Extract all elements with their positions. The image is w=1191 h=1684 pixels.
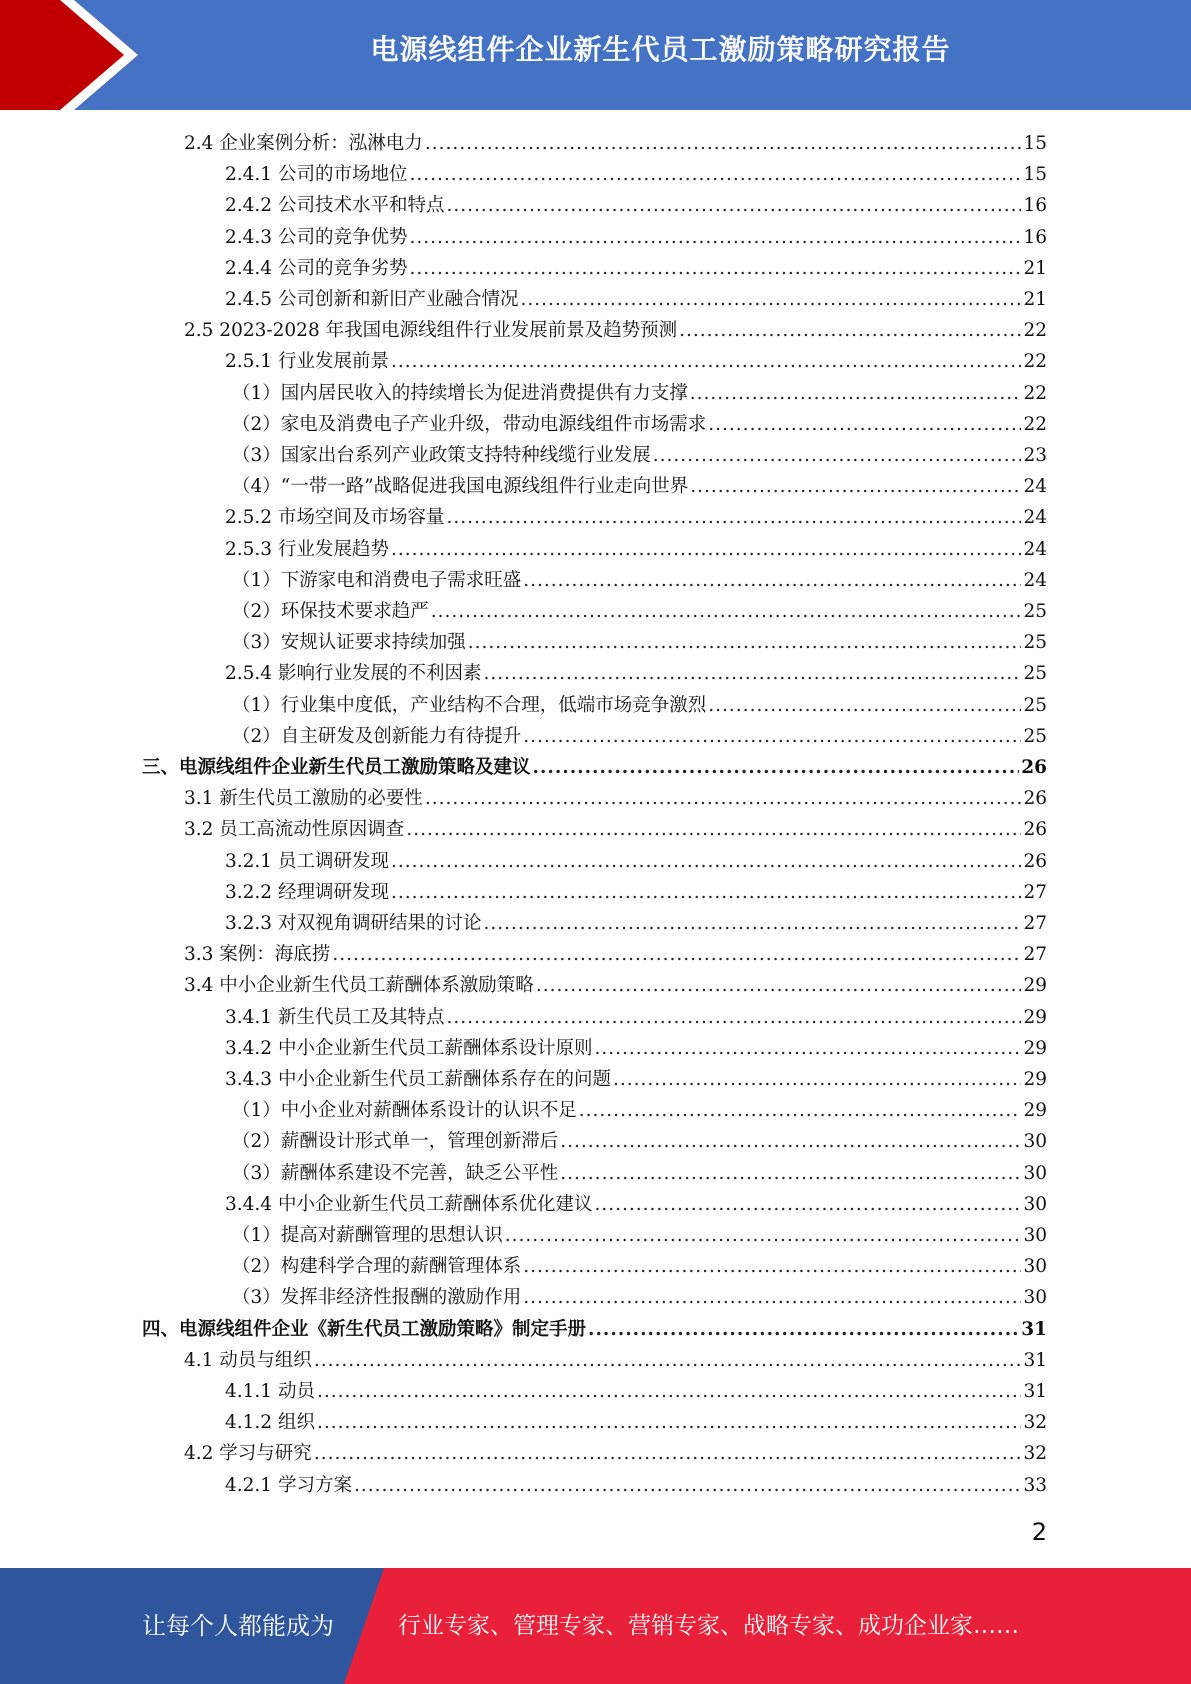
footer-slogan-left: 让每个人都能成为 — [142, 1612, 334, 1640]
toc-entry-page: 24 — [1023, 476, 1047, 498]
toc-entry-page: 25 — [1023, 632, 1047, 654]
toc-entry-page: 25 — [1023, 694, 1047, 716]
toc-entry-title: 3.4.2 中小企业新生代员工薪酬体系设计原则 — [225, 1037, 593, 1059]
toc-entry-title: 2.4.1 公司的市场地位 — [225, 164, 408, 186]
toc-entry-page: 30 — [1023, 1131, 1047, 1153]
toc-entry-title: 4.1.1 动员 — [225, 1381, 315, 1402]
toc-entry-title: 2.5.2 市场空间及市场容量 — [225, 507, 445, 529]
toc-dot-leader — [708, 409, 1021, 440]
toc-dot-leader — [406, 814, 1021, 845]
toc-entry-page: 25 — [1023, 725, 1047, 747]
toc-entry[interactable] — [225, 159, 1047, 190]
toc-entry-page: 32 — [1023, 1443, 1047, 1465]
toc-entry-page: 24 — [1023, 538, 1047, 560]
toc-entry-page: 22 — [1023, 351, 1047, 373]
toc-entry[interactable] — [232, 378, 1047, 409]
toc-dot-leader — [317, 1407, 1022, 1438]
toc-dot-leader — [536, 970, 1022, 1001]
toc-entry-title: 2.4.2 公司技术水平和特点 — [225, 195, 445, 217]
toc-entry-title: 4.1 动员与组织 — [184, 1349, 312, 1371]
toc-entry[interactable] — [225, 222, 1047, 253]
toc-entry-title: （3）国家出台系列产业政策支持特种线缆行业发展 — [232, 445, 651, 466]
toc-entry[interactable] — [232, 1251, 1047, 1282]
toc-entry-title: （1）中小企业对薪酬体系设计的认识不足 — [232, 1100, 577, 1122]
toc-entry-page: 16 — [1023, 226, 1047, 248]
toc-entry-page: 30 — [1023, 1287, 1047, 1309]
page-number: 2 — [1031, 1518, 1047, 1546]
toc-entry-title: 4.1.2 组织 — [225, 1412, 315, 1434]
toc-entry-page: 31 — [1023, 1349, 1047, 1371]
toc-entry-title: 2.5.3 行业发展趋势 — [225, 538, 389, 560]
toc-entry-title: 3.2.1 员工调研发现 — [225, 850, 389, 872]
toc-dot-leader — [483, 658, 1021, 689]
toc-dot-leader — [425, 783, 1022, 814]
toc-entry-title: 4.2.1 学习方案 — [225, 1474, 352, 1496]
red-chevron-icon — [0, 0, 150, 110]
toc-entry-title: 3.4.3 中小企业新生代员工薪酬体系存在的问题 — [225, 1069, 611, 1090]
toc-entry[interactable] — [225, 1470, 1047, 1501]
toc-dot-leader — [391, 877, 1021, 908]
toc-entry-page: 25 — [1023, 601, 1047, 622]
toc-entry-page: 27 — [1023, 913, 1047, 934]
toc-entry[interactable] — [225, 1189, 1047, 1220]
toc-entry[interactable] — [225, 1033, 1047, 1064]
toc-dot-leader — [523, 1251, 1021, 1282]
toc-entry-page: 27 — [1023, 881, 1047, 903]
toc-entry[interactable] — [184, 128, 1047, 159]
toc-entry[interactable] — [232, 1282, 1047, 1313]
toc-dot-leader — [560, 1126, 1021, 1157]
document-title: 电源线组件企业新生代员工激励策略研究报告 — [370, 33, 951, 66]
toc-entry-page: 15 — [1023, 164, 1047, 186]
toc-entry-page: 22 — [1023, 382, 1047, 404]
toc-entry-page: 30 — [1023, 1256, 1047, 1278]
toc-entry-page: 30 — [1023, 1225, 1047, 1246]
toc-entry-page: 27 — [1023, 944, 1047, 966]
page-footer — [0, 1568, 1191, 1684]
toc-dot-leader — [409, 253, 1021, 284]
toc-entry-title: 3.3 案例：海底捞 — [184, 944, 331, 966]
toc-entry-page: 16 — [1023, 195, 1047, 217]
toc-entry-title: 2.5.1 行业发展前景 — [225, 351, 389, 373]
toc-entry-page: 31 — [1021, 1318, 1047, 1340]
toc-dot-leader — [409, 159, 1021, 190]
toc-entry-page: 26 — [1021, 757, 1047, 778]
toc-entry-title: （3）安规认证要求持续加强 — [232, 632, 466, 654]
toc-entry-title: 3.2 员工高流动性原因调查 — [184, 819, 405, 841]
toc-dot-leader — [446, 502, 1021, 533]
toc-entry-page: 22 — [1023, 413, 1047, 435]
toc-entry-title: 3.4.4 中小企业新生代员工薪酬体系优化建议 — [225, 1193, 593, 1215]
toc-dot-leader — [314, 1345, 1022, 1376]
toc-dot-leader — [523, 721, 1021, 752]
toc-dot-leader — [523, 1282, 1021, 1313]
toc-entry-page: 29 — [1023, 1037, 1047, 1059]
toc-dot-leader — [468, 627, 1022, 658]
toc-entry[interactable] — [184, 939, 1047, 970]
toc-entry[interactable] — [184, 783, 1047, 814]
toc-entry-page: 26 — [1023, 819, 1047, 841]
toc-entry[interactable] — [225, 284, 1047, 315]
page-header — [0, 0, 1191, 110]
toc-entry-title: 2.4.5 公司创新和新旧产业融合情况 — [225, 289, 519, 310]
toc-entry[interactable] — [225, 1064, 1047, 1095]
toc-dot-leader — [391, 534, 1021, 565]
toc-entry-page: 24 — [1023, 507, 1047, 529]
toc-entry[interactable] — [184, 970, 1047, 1001]
toc-entry-title: （1）提高对薪酬管理的思想认识 — [232, 1225, 503, 1246]
toc-dot-leader — [560, 1158, 1021, 1189]
toc-dot-leader — [523, 565, 1021, 596]
toc-dot-leader — [588, 1314, 1019, 1345]
toc-entry[interactable] — [225, 1407, 1047, 1438]
toc-entry[interactable] — [225, 846, 1047, 877]
toc-dot-leader — [354, 1470, 1022, 1501]
toc-entry-page: 25 — [1023, 663, 1047, 685]
toc-entry-title: 2.4.4 公司的竞争劣势 — [225, 257, 408, 279]
toc-entry-title: 2.4.3 公司的竞争优势 — [225, 226, 408, 248]
toc-entry-title: 2.5 2023-2028 年我国电源线组件行业发展前景及趋势预测 — [184, 320, 678, 342]
toc-dot-leader — [579, 1095, 1022, 1126]
toc-entry-title: （1）国内居民收入的持续增长为促进消费提供有力支撑 — [232, 382, 688, 404]
toc-dot-leader — [446, 1002, 1021, 1033]
toc-entry-title: 2.5.4 影响行业发展的不利因素 — [225, 663, 482, 685]
toc-entry-title: 3.2.2 经理调研发现 — [225, 881, 389, 903]
toc-dot-leader — [314, 1438, 1022, 1469]
toc-dot-leader — [594, 1189, 1021, 1220]
toc-entry[interactable] — [225, 658, 1047, 689]
toc-dot-leader — [690, 471, 1021, 502]
toc-entry[interactable] — [232, 1158, 1047, 1189]
toc-entry-page: 21 — [1023, 289, 1047, 310]
toc-entry[interactable] — [232, 440, 1047, 471]
toc-entry[interactable] — [232, 471, 1047, 502]
toc-entry-title: （2）家电及消费电子产业升级，带动电源线组件市场需求 — [232, 413, 707, 435]
toc-entry-page: 26 — [1023, 788, 1047, 810]
toc-entry-title: （2）环保技术要求趋严 — [232, 601, 429, 622]
toc-dot-leader — [520, 284, 1021, 315]
toc-entry-title: （2）构建科学合理的薪酬管理体系 — [232, 1256, 522, 1278]
toc-entry-page: 21 — [1023, 257, 1047, 279]
toc-entry[interactable] — [225, 1002, 1047, 1033]
toc-entry-title: 2.4 企业案例分析：泓淋电力 — [184, 133, 423, 154]
toc-dot-leader — [409, 222, 1021, 253]
toc-entry-page: 23 — [1023, 445, 1047, 466]
toc-entry[interactable] — [232, 627, 1047, 658]
toc-entry-title: （3）发挥非经济性报酬的激励作用 — [232, 1287, 522, 1309]
toc-entry[interactable] — [232, 565, 1047, 596]
toc-entry[interactable] — [184, 814, 1047, 845]
toc-dot-leader — [317, 1376, 1022, 1407]
toc-dot-leader — [708, 690, 1021, 721]
toc-dot-leader — [613, 1064, 1021, 1095]
toc-entry-title: 4.2 学习与研究 — [184, 1443, 312, 1465]
toc-entry[interactable] — [232, 596, 1047, 627]
toc-entry[interactable] — [225, 908, 1047, 939]
toc-dot-leader — [505, 1220, 1022, 1251]
toc-entry[interactable] — [225, 1376, 1047, 1407]
toc-dot-leader — [425, 128, 1022, 159]
toc-entry[interactable] — [232, 721, 1047, 752]
toc-entry-page: 29 — [1023, 1100, 1047, 1122]
toc-entry[interactable] — [142, 1314, 1047, 1345]
toc-dot-leader — [391, 346, 1021, 377]
toc-entry[interactable] — [225, 253, 1047, 284]
toc-dot-leader — [690, 378, 1022, 409]
footer-slogan-right: 行业专家、管理专家、营销专家、战略专家、成功企业家…… — [398, 1613, 1019, 1639]
toc-entry-title: （2）自主研发及创新能力有待提升 — [232, 725, 522, 747]
toc-entry-page: 30 — [1023, 1193, 1047, 1215]
toc-entry-title: 3.4 中小企业新生代员工薪酬体系激励策略 — [184, 975, 534, 997]
toc-entry-title: （3）薪酬体系建设不完善，缺乏公平性 — [232, 1162, 559, 1184]
toc-entry-page: 29 — [1023, 1069, 1047, 1090]
toc-dot-leader — [391, 846, 1021, 877]
toc-entry-title: （1）行业集中度低，产业结构不合理，低端市场竞争激烈 — [232, 694, 707, 716]
toc-entry-title: （4）“一带一路”战略促进我国电源线组件行业走向世界 — [232, 476, 689, 498]
toc-entry[interactable] — [232, 690, 1047, 721]
toc-entry-page: 32 — [1023, 1412, 1047, 1434]
toc-entry-page: 22 — [1023, 320, 1047, 342]
toc-dot-leader — [594, 1033, 1021, 1064]
toc-entry[interactable] — [184, 1438, 1047, 1469]
toc-dot-leader — [533, 752, 1020, 783]
toc-entry[interactable] — [184, 1345, 1047, 1376]
toc-entry-page: 29 — [1023, 975, 1047, 997]
toc-dot-leader — [483, 908, 1021, 939]
toc-dot-leader — [332, 939, 1021, 970]
toc-entry[interactable] — [232, 1126, 1047, 1157]
toc-entry[interactable] — [225, 346, 1047, 377]
toc-entry-page: 26 — [1023, 850, 1047, 872]
toc-entry-page: 31 — [1023, 1381, 1047, 1402]
toc-entry[interactable] — [232, 1220, 1047, 1251]
toc-entry-title: （1）下游家电和消费电子需求旺盛 — [232, 569, 522, 591]
toc-entry-page: 30 — [1023, 1162, 1047, 1184]
toc-entry-title: 3.2.3 对双视角调研结果的讨论 — [225, 913, 482, 934]
toc-entry[interactable] — [142, 752, 1047, 783]
toc-entry-page: 24 — [1023, 569, 1047, 591]
toc-entry[interactable] — [232, 409, 1047, 440]
toc-dot-leader — [446, 190, 1021, 221]
toc-entry[interactable] — [225, 534, 1047, 565]
toc-entry-title: 三、电源线组件企业新生代员工激励策略及建议 — [142, 757, 531, 778]
toc-entry-page: 29 — [1023, 1006, 1047, 1028]
toc-entry[interactable] — [225, 877, 1047, 908]
toc-entry[interactable] — [184, 315, 1047, 346]
toc-entry-page: 15 — [1023, 133, 1047, 154]
toc-dot-leader — [431, 596, 1022, 627]
toc-dot-leader — [679, 315, 1021, 346]
toc-dot-leader — [653, 440, 1022, 471]
toc-entry-title: 3.4.1 新生代员工及其特点 — [225, 1006, 445, 1028]
toc-entry[interactable] — [225, 502, 1047, 533]
toc-entry-title: （2）薪酬设计形式单一，管理创新滞后 — [232, 1131, 559, 1153]
toc-entry-page: 33 — [1023, 1474, 1047, 1496]
toc-entry[interactable] — [232, 1095, 1047, 1126]
toc-entry-title: 3.1 新生代员工激励的必要性 — [184, 788, 423, 810]
toc-entry[interactable] — [225, 190, 1047, 221]
toc-entry-title: 四、电源线组件企业《新生代员工激励策略》制定手册 — [142, 1318, 587, 1340]
